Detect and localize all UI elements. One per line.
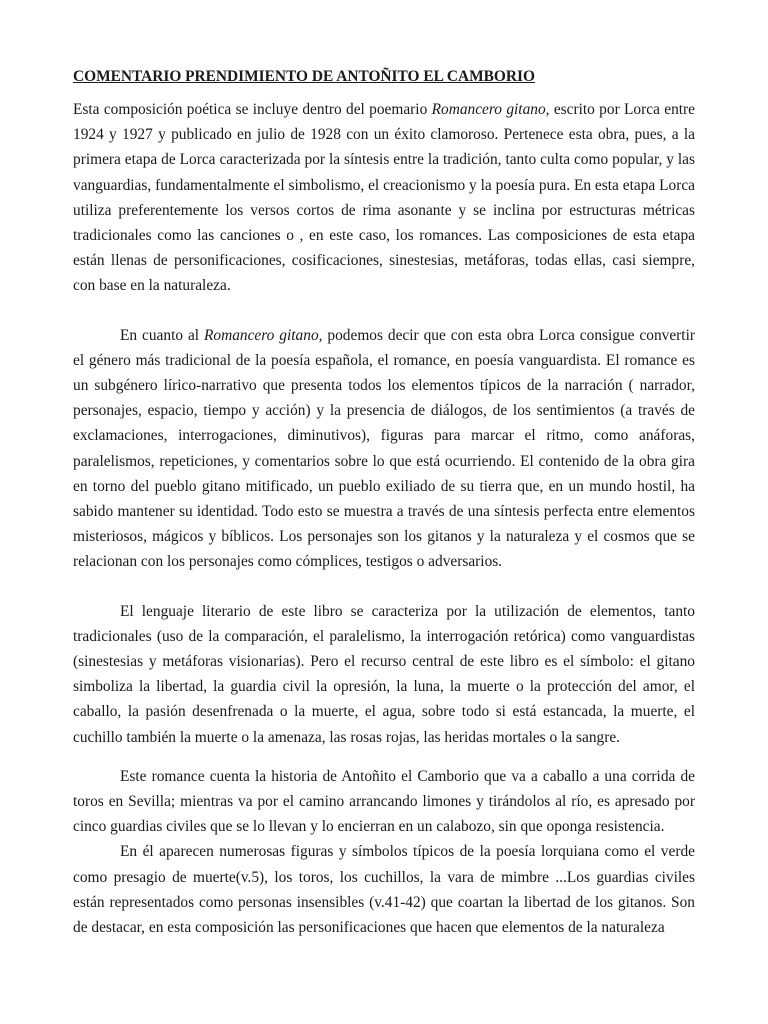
paragraph-intro-text-c: escrito por Lorca entre 1924 y 1927 y publicado en julio de 1928 con un éxito clamoroso. Pertenece esta obra, pues, a la primera etapa de Lorca caracterizada por la síntesis entre la tradición, tanto culta como popular, y las vanguardias, fundamentalmente el simbolismo, el creacionismo y la poesía pura. En esta etapa Lorca utiliza preferentemente los versos cortos de rima asonante y se inclina por estructuras métricas tradicionales como las canciones o , en este caso, los romances. Las composiciones de esta etapa están llenas de personificaciones, cosificaciones, sinestesias, metáforas, todas ellas, casi siempre, con base en la naturaleza. (73, 101, 696, 295)
paragraph-romancero-book-title: Romancero gitano, (204, 326, 323, 344)
paragraph-intro-text-a: Esta composición poética se incluye dentro del poemario (73, 101, 432, 118)
paragraph-romancero (73, 323, 695, 575)
paragraph-intro (73, 97, 695, 299)
paragraph-historia: Este romance cuenta la historia de Antoñito el Camborio que va a caballo a una corrida de toros en Sevilla; mientras va por el camino arrancando limones y tirándolos al río, es apresado por cinco guardias civiles que se lo llevan y lo encierran en un calabozo, sin que oponga resistencia. (73, 767, 695, 836)
document-page (73, 66, 695, 940)
paragraph-romancero-text-a: En cuanto al (120, 326, 204, 344)
paragraph-simbolos: En él aparecen numerosas figuras y símbolos típicos de la poesía lorquiana como el verde como presagio de muerte(v.5), los toros, los cuchillos, la vara de mimbre ...Los guardias civiles están representados como personas insensibles (v.41-42) que coartan la libertad de los gitanos. Son de destacar, en esta composición las personificaciones que hacen que elementos de la naturaleza (73, 843, 695, 937)
document-title: COMENTARIO PRENDIMIENTO DE ANTOÑITO EL CAMBORIO (73, 68, 535, 85)
paragraph-intro-book-title: Romancero gitano, (431, 101, 550, 118)
paragraph-romancero-text-c: podemos decir que con esta obra Lorca consigue convertir el género más tradicional de la poesía española, el romance, en poesía vanguardista. El romance es un subgénero lírico-narrativo que presenta todos los elementos típicos de la narración ( narrador, personajes, espacio, tiempo y acción) y la presencia de diálogos, de los sentimientos (a través de exclamaciones, interrogaciones, diminutivos), figuras para marcar el ritmo, como anáforas, paralelismos, repeticiones, y comentarios sobre lo que está ocurriendo. El contenido de la obra gira en torno del pueblo gitano mitificado, un pueblo exiliado de su tierra que, en un mundo hostil, ha sabido mantener su identidad. Todo esto se muestra a través de una síntesis perfecta entre elementos misteriosos, mágicos y bíblicos. Los personajes son los gitanos y la naturaleza y el cosmos que se relacionan con los personajes como cómplices, testigos o adversarios. (73, 326, 695, 571)
paragraph-spacer (73, 299, 695, 323)
paragraph-spacer (73, 575, 695, 599)
paragraph-spacer (73, 750, 695, 764)
paragraph-lenguaje: El lenguaje literario de este libro se caracteriza por la utilización de elementos, tanto tradicionales (uso de la comparación, el paralelismo, la interrogación retórica) como vanguardistas (sinestesias y metáforas visionarias). Pero el recurso central de este libro es el símbolo: el gitano simboliza la libertad, la guardia civil la opresión, la luna, la muerte o la protección del amor, el caballo, la pasión desenfrenada o la muerte, el agua, sobre todo si está estancada, la muerte, el cuchillo también la muerte o la amenaza, las rosas rojas, las heridas mortales o la sangre. (73, 602, 695, 746)
